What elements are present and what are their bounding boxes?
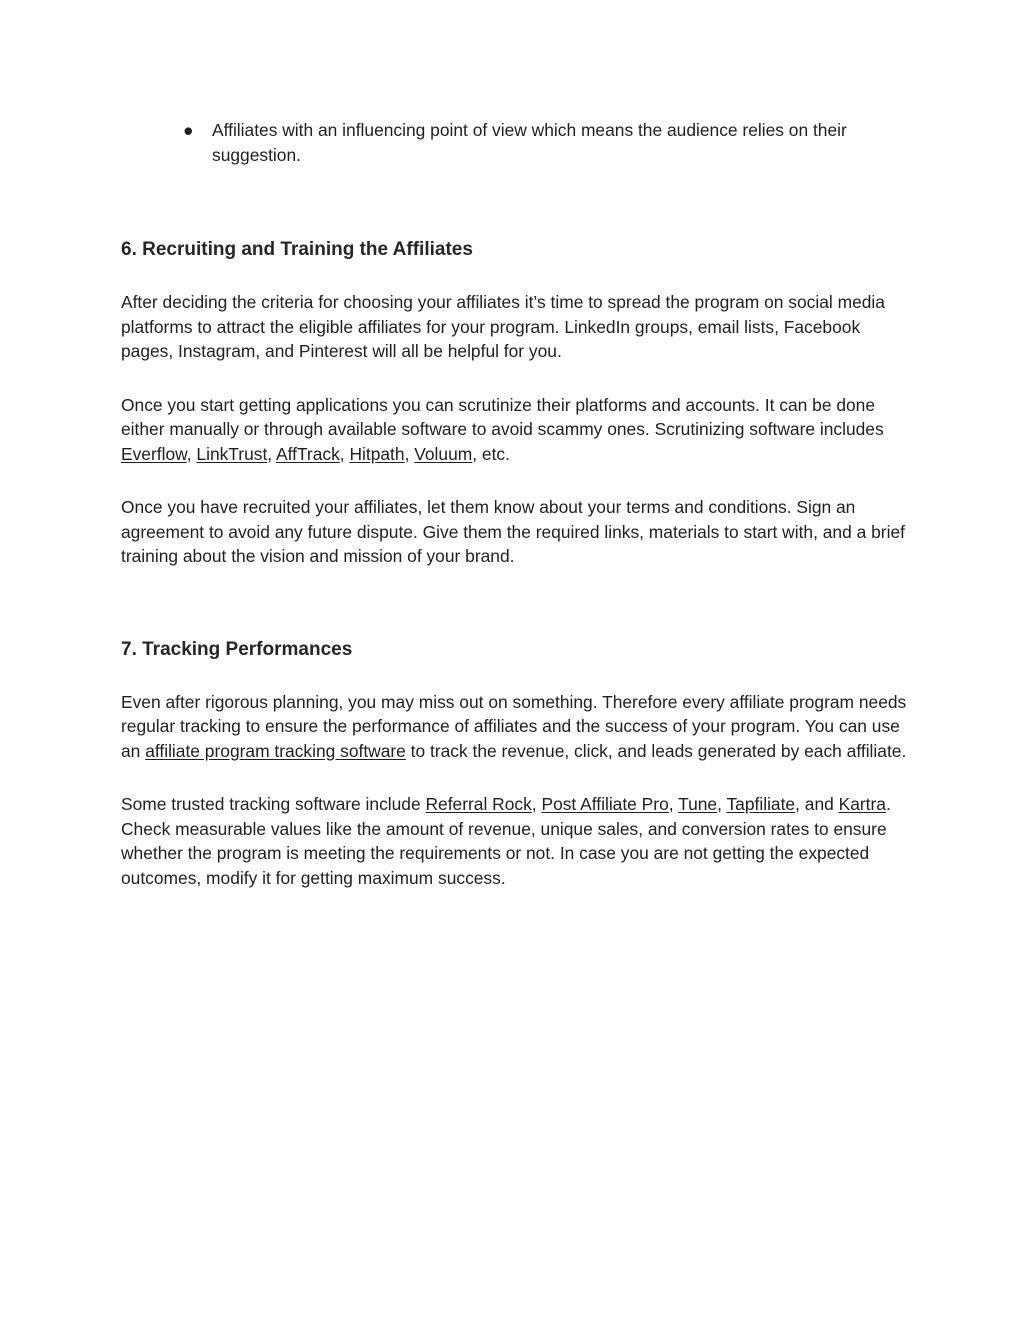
document-page (121, 118, 911, 890)
tune-link[interactable]: Tune (678, 794, 718, 814)
hitpath-link[interactable]: Hitpath (349, 443, 405, 464)
referral-rock-link[interactable]: Referral Rock (425, 794, 532, 814)
section-7-paragraph-1-text-a: Even after rigorous planning, you may miss out on something. Therefore every affiliate program needs regular tracking to ensure the performance of affiliates and the success of your program. You can use an (121, 691, 907, 761)
section-7-paragraph-1 (121, 690, 911, 764)
separator: , (717, 794, 727, 814)
separator: , (339, 443, 350, 464)
afftrack-link[interactable]: AffTrack (276, 443, 340, 464)
separator: , (186, 443, 197, 464)
section-6-paragraph-3: Once you have recruited your affiliates, let them know about your terms and conditions. Sign an agreement to avoid any future dispute. Give them the required links, materials to start with, and a brief training about the vision and mission of your brand. (121, 497, 905, 566)
section-6-heading: 6. Recruiting and Training the Affiliates (121, 239, 473, 260)
section-6-paragraph-1: After deciding the criteria for choosing your affiliates it’s time to spread the program on social media platforms to attract the eligible affiliates for your program. LinkedIn groups, email lists, Facebook pages, Instagram, and Pinterest will all be helpful for you. (121, 292, 885, 361)
kartra-link[interactable]: Kartra (838, 794, 886, 814)
separator: , (267, 443, 276, 464)
separator: , (404, 443, 415, 464)
post-affiliate-pro-link[interactable]: Post Affiliate Pro (541, 794, 669, 814)
voluum-link[interactable]: Voluum (414, 443, 473, 464)
section-6-paragraph-2-text: Once you start getting applications you can scrutinize their platforms and accounts. It can be done either manually or through available software to avoid scammy ones. Scrutinizing software includes (121, 394, 884, 439)
section-7-paragraph-2-text-b: . Check measurable values like the amount of revenue, unique sales, and conversion rates to ensure whether the program is meeting the requirements or not. In case you are not getting the expected outcomes, modify it for getting maximum success. (121, 794, 891, 888)
bullet-text: Affiliates with an influencing point of view which means the audience relies on their suggestion. (212, 120, 847, 165)
section-7-paragraph-2 (121, 792, 911, 890)
bullet-item (121, 118, 911, 167)
separator: , (668, 794, 679, 814)
bullet-dot-icon: ● (183, 120, 194, 140)
linktrust-link[interactable]: LinkTrust (196, 443, 268, 464)
affiliate-tracking-software-link[interactable]: affiliate program tracking software (145, 740, 406, 761)
separator-and: , and (795, 794, 839, 814)
tapfiliate-link[interactable]: Tapfiliate (726, 794, 796, 814)
section-6-paragraph-2 (121, 393, 911, 467)
section-7-paragraph-2-text-a: Some trusted tracking software include (121, 794, 426, 814)
section-7-heading: 7. Tracking Performances (121, 638, 353, 660)
everflow-link[interactable]: Everflow (121, 443, 187, 464)
section-6-paragraph-2-end: , etc. (472, 443, 510, 464)
section-7-paragraph-1-text-b: to track the revenue, click, and leads generated by each affiliate. (405, 740, 907, 761)
bullet-list (121, 118, 911, 167)
separator: , (531, 794, 542, 814)
